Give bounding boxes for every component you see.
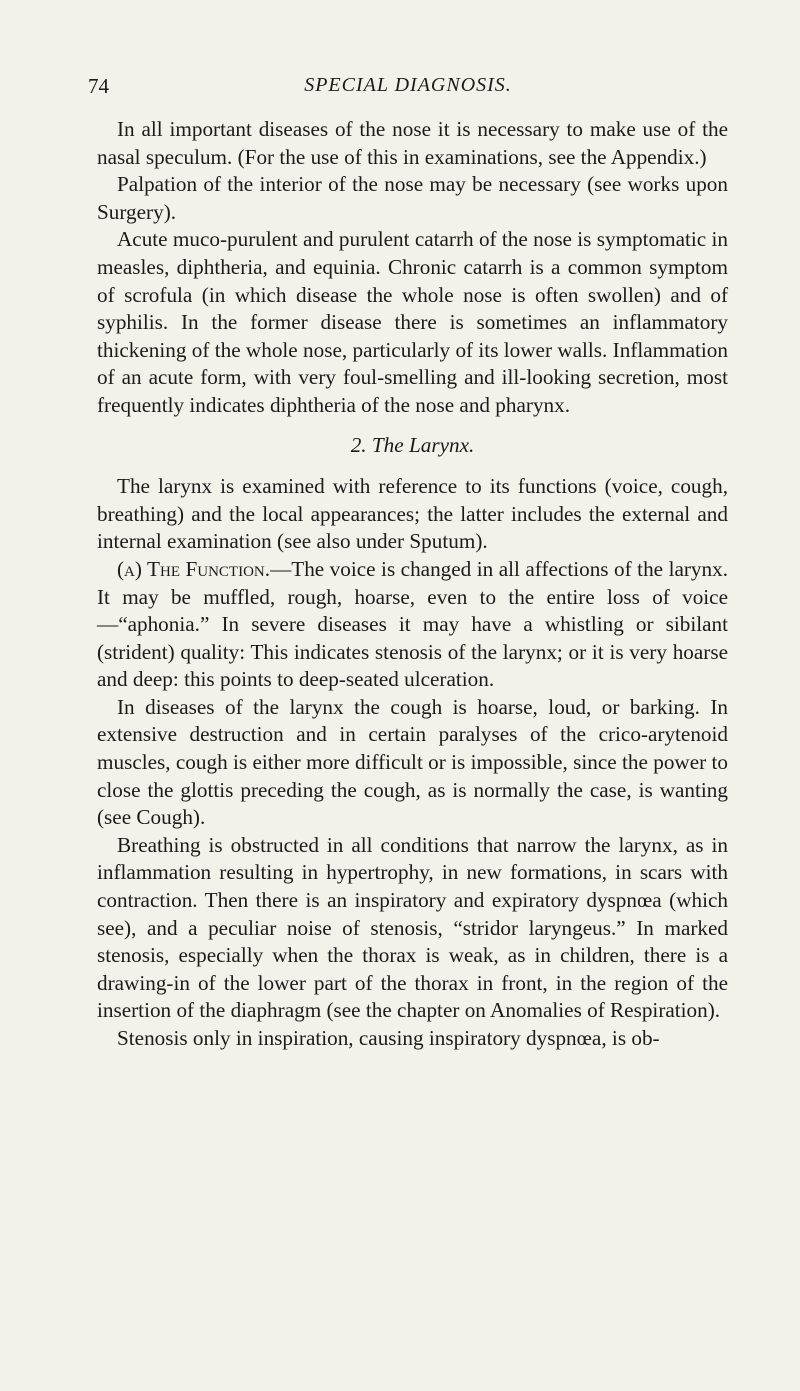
page-header xyxy=(88,74,728,100)
body-text xyxy=(97,116,728,1053)
section-heading: 2. The Larynx. xyxy=(350,432,475,457)
paragraph-cough: In diseases of the larynx the cough is hoarse, loud, or barking. In extensive destruction and in certain paralyses of the crico-arytenoid muscles, cough is either more difficult or is impossible, since the power to close the glottis preceding the cough, as is normally the case, is wanting (see Cough). xyxy=(97,694,728,830)
subsection-label: (a) The Function. xyxy=(117,556,271,581)
paragraph-nasal-speculum: In all important diseases of the nose it is necessary to make use of the nasal speculum. (For the use of this in examinations, see the Appendix.) xyxy=(97,117,728,169)
paragraph-catarrh: Acute muco-purulent and purulent catarrh of the nose is symptomatic in measles, diphtheria, and equinia. Chronic catarrh is a common symptom of scrofula (in which disease the whole nose is often swollen) and of syphilis. In the former disease there is sometimes an inflammatory thickening of the whole nose, particularly of its lower walls. Inflammation of an acute form, with very foul-smelling and ill-looking secretion, most frequently indicates diphtheria of the nose and pharynx. xyxy=(97,227,728,417)
paragraph-function xyxy=(97,556,728,694)
paragraph-larynx-examination: The larynx is examined with reference to its functions (voice, cough, breathing) and the local appearances; the latter includes the external and internal examination (see also under Sputum). xyxy=(97,474,728,554)
page-number: 74 xyxy=(88,74,109,98)
paragraph-function-text: —The voice is changed in all affections of the larynx. It may be muffled, rough, hoarse, even to the entire loss of voice—“aphonia.” In severe diseases it may have a whistling or sibilant (strident) quality: This indicates stenosis of the larynx; or it is very hoarse and deep: this points to deep-seated ulceration. xyxy=(97,556,728,692)
paragraph-palpation: Palpation of the interior of the nose may be necessary (see works upon Surgery). xyxy=(97,172,728,224)
paragraph-breathing: Breathing is obstructed in all conditions that narrow the larynx, as in inflammation resulting in hypertrophy, in new formations, in scars with contraction. Then there is an inspiratory and expiratory dyspnœa (which see), and a peculiar noise of stenosis, “stridor laryngeus.” In marked stenosis, especially when the thorax is weak, as in children, there is a drawing-in of the lower part of the thorax in front, in the region of the insertion of the diaphragm (see the chapter on Anomalies of Respiration). xyxy=(97,832,728,1023)
paragraph-stenosis: Stenosis only in inspiration, causing inspiratory dyspnœa, is ob- xyxy=(117,1026,660,1050)
running-head: SPECIAL DIAGNOSIS. xyxy=(304,74,512,96)
